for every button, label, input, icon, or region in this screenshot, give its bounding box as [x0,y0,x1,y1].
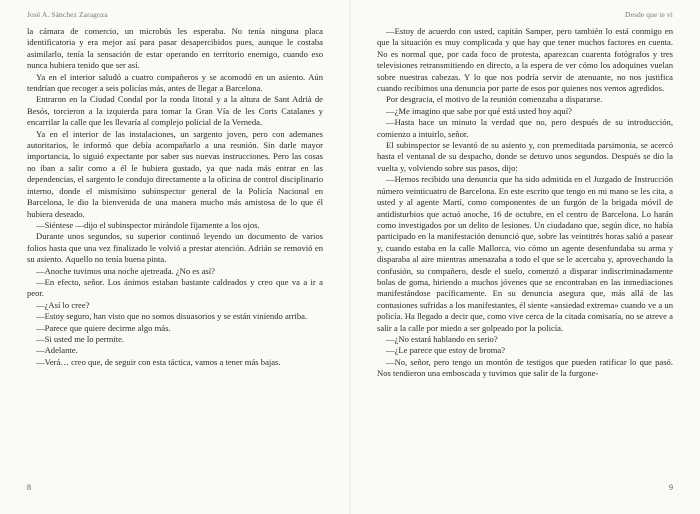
paragraph: —Verá… creo que, de seguir con esta táctica, vamos a tener más bajas. [36,356,281,367]
running-header-author: José A. Sánchez Zaragoza [27,10,108,19]
paragraph: la cámara de comercio, un microbús les esperaba. No tenía ninguna placa identificatoria y era mejor así para pasar desapercibidos pues, aunque le costaba asimilarlo, tenía la sensación de estar operando en territorio enemigo, cuando eso nunca hubiera tenido que ser así. [27,26,323,71]
paragraph: —Siéntese —dijo el subinspector mirándole fijamente a los ojos. [36,219,260,230]
paragraph: Ya en el interior de las instalaciones, un sargento joven, pero con ademanes autoritarios, le informó que debía acompañarlo a una reunión. Sin darle mayor importancia, lo siguió expectante por saber sus nuevas instrucciones. Pero las cosas no iban a salir como a él le hubiera gustado, ya que nada más entrar en las dependencias, el sargento le condujo directamente a la oficina de control disciplinario interno, donde el mismísimo subinspector general de la Policía Nacional en Barcelona, le dio la bienvenida de una manera mucho más amistosa de lo que él hubiera deseado. [27,128,323,219]
paragraph: Ya en el interior saludó a cuatro compañeros y se acomodó en un asiento. Aún tendrían que recoger a seis policías más, antes de llegar a Barcelona. [27,71,323,94]
right-page [350,0,700,514]
paragraph: —No, señor, pero tengo un montón de testigos que pueden ratificar lo que pasó. Nos tendieron una emboscada y tuvimos que salir de la furgone- [377,356,673,379]
paragraph: —¿Así lo cree? [36,299,90,310]
paragraph: —Estoy de acuerdo con usted, capitán Samper, pero también lo está conmigo en que la situación es muy complicada y que hay que tener muchos factores en cuenta. No es normal que, por cada foco de protesta, aparezcan cuarenta fotógrafos y tres televisiones retransmitiendo en directo, a la espera de ver cómo los adoquines vuelan sobre nuestras cabezas. Y lo que nos podría servir de atenuante, no nos justifica cuando recibimos una denuncia por parte de esos por quienes nos vemos agredidos. [377,26,673,94]
page-number: 9 [669,483,673,492]
paragraph: Durante unos segundos, su superior continuó leyendo un documento de varios folios hasta que una vez finalizado le volvió a prestar atención. Adrián se removió en su asiento. Aquello no tenía buena pinta. [27,231,323,265]
paragraph: —Anoche tuvimos una noche ajetreada. ¿No es así? [36,265,215,276]
paragraph: —Parece que quiere decirme algo más. [36,322,171,333]
paragraph: —¿Me imagino que sabe por qué está usted hoy aquí? [386,105,572,116]
paragraph: Por desgracia, el motivo de la reunión comenzaba a dispararse. [386,94,603,105]
paragraph: —En efecto, señor. Los ánimos estaban bastante caldeados y creo que va a ir a peor. [27,276,323,299]
paragraph: —Hemos recibido una denuncia que ha sido admitida en el Juzgado de Instrucción número veinticuatro de Barcelona. En este escrito que tengo en mi mano se les cita, a usted y al agente Martí, como componentes de un furgón de la brigada móvil de antidisturbios que actuó anoche, 16 de octubre, en el centro de Barcelona. Lo harán como investigados por un delito de lesiones. Un ciudadano que, según dice, no había participado en la manifestación denunció que, sobre las veintitrés horas salió a pasear y, cuando estaba en la calle Mallorca, vio cómo un agente desenfundaba su arma y disparaba al aire mientras amenazaba a todo el que se le acercaba y, aprovechando la confusión, su compañero, desde el suelo, comenzó a disparar indiscriminadamente bolas de goma, hiriendo a muchos jóvenes que se encontraban en las inmediaciones manifestándose pacíficamente. En su denuncia asegura que, más allá de las contusiones sufridas a los manifestantes, él siente «ansiedad extrema» cuando ve a un policía. Ha llegado a decir que, como vive cerca de la citada comisaría, no se atreve a salir a la calle por miedo a ser golpeado por la policía. [377,174,673,333]
paragraph: —Hasta hace un minuto la verdad que no, pero después de su introducción, comienzo a intuirlo, señor. [377,117,673,139]
paragraph: —Si usted me lo permite. [36,333,125,344]
paragraph: —¿Le parece que estoy de broma? [386,345,506,356]
left-page-body-text [27,26,323,368]
running-header-title: Desde que te vi [625,10,673,19]
paragraph: —¿No estará hablando en serio? [386,333,498,344]
page-number: 8 [27,483,31,492]
paragraph: —Estoy seguro, han visto que no somos disuasorios y se están viniendo arriba. [36,311,308,322]
paragraph: Entraron en la Ciudad Condal por la ronda litoral y a la altura de Sant Adrià de Besós, torcieron a la izquierda para tomar la Gran Vía de les Corts Catalanes y encarrilar la calle que les llevaría al complejo policial de la Verneda. [27,94,323,128]
paragraph: El subinspector se levantó de su asiento y, con premeditada parsimonia, se acercó hasta el ventanal de su despacho, donde se detuvo unos segundos. Después se dio la vuelta y, volviendo sobre sus pasos, dijo: [377,140,673,173]
right-page-body-text [377,26,673,380]
paragraph: —Adelante. [36,345,78,356]
